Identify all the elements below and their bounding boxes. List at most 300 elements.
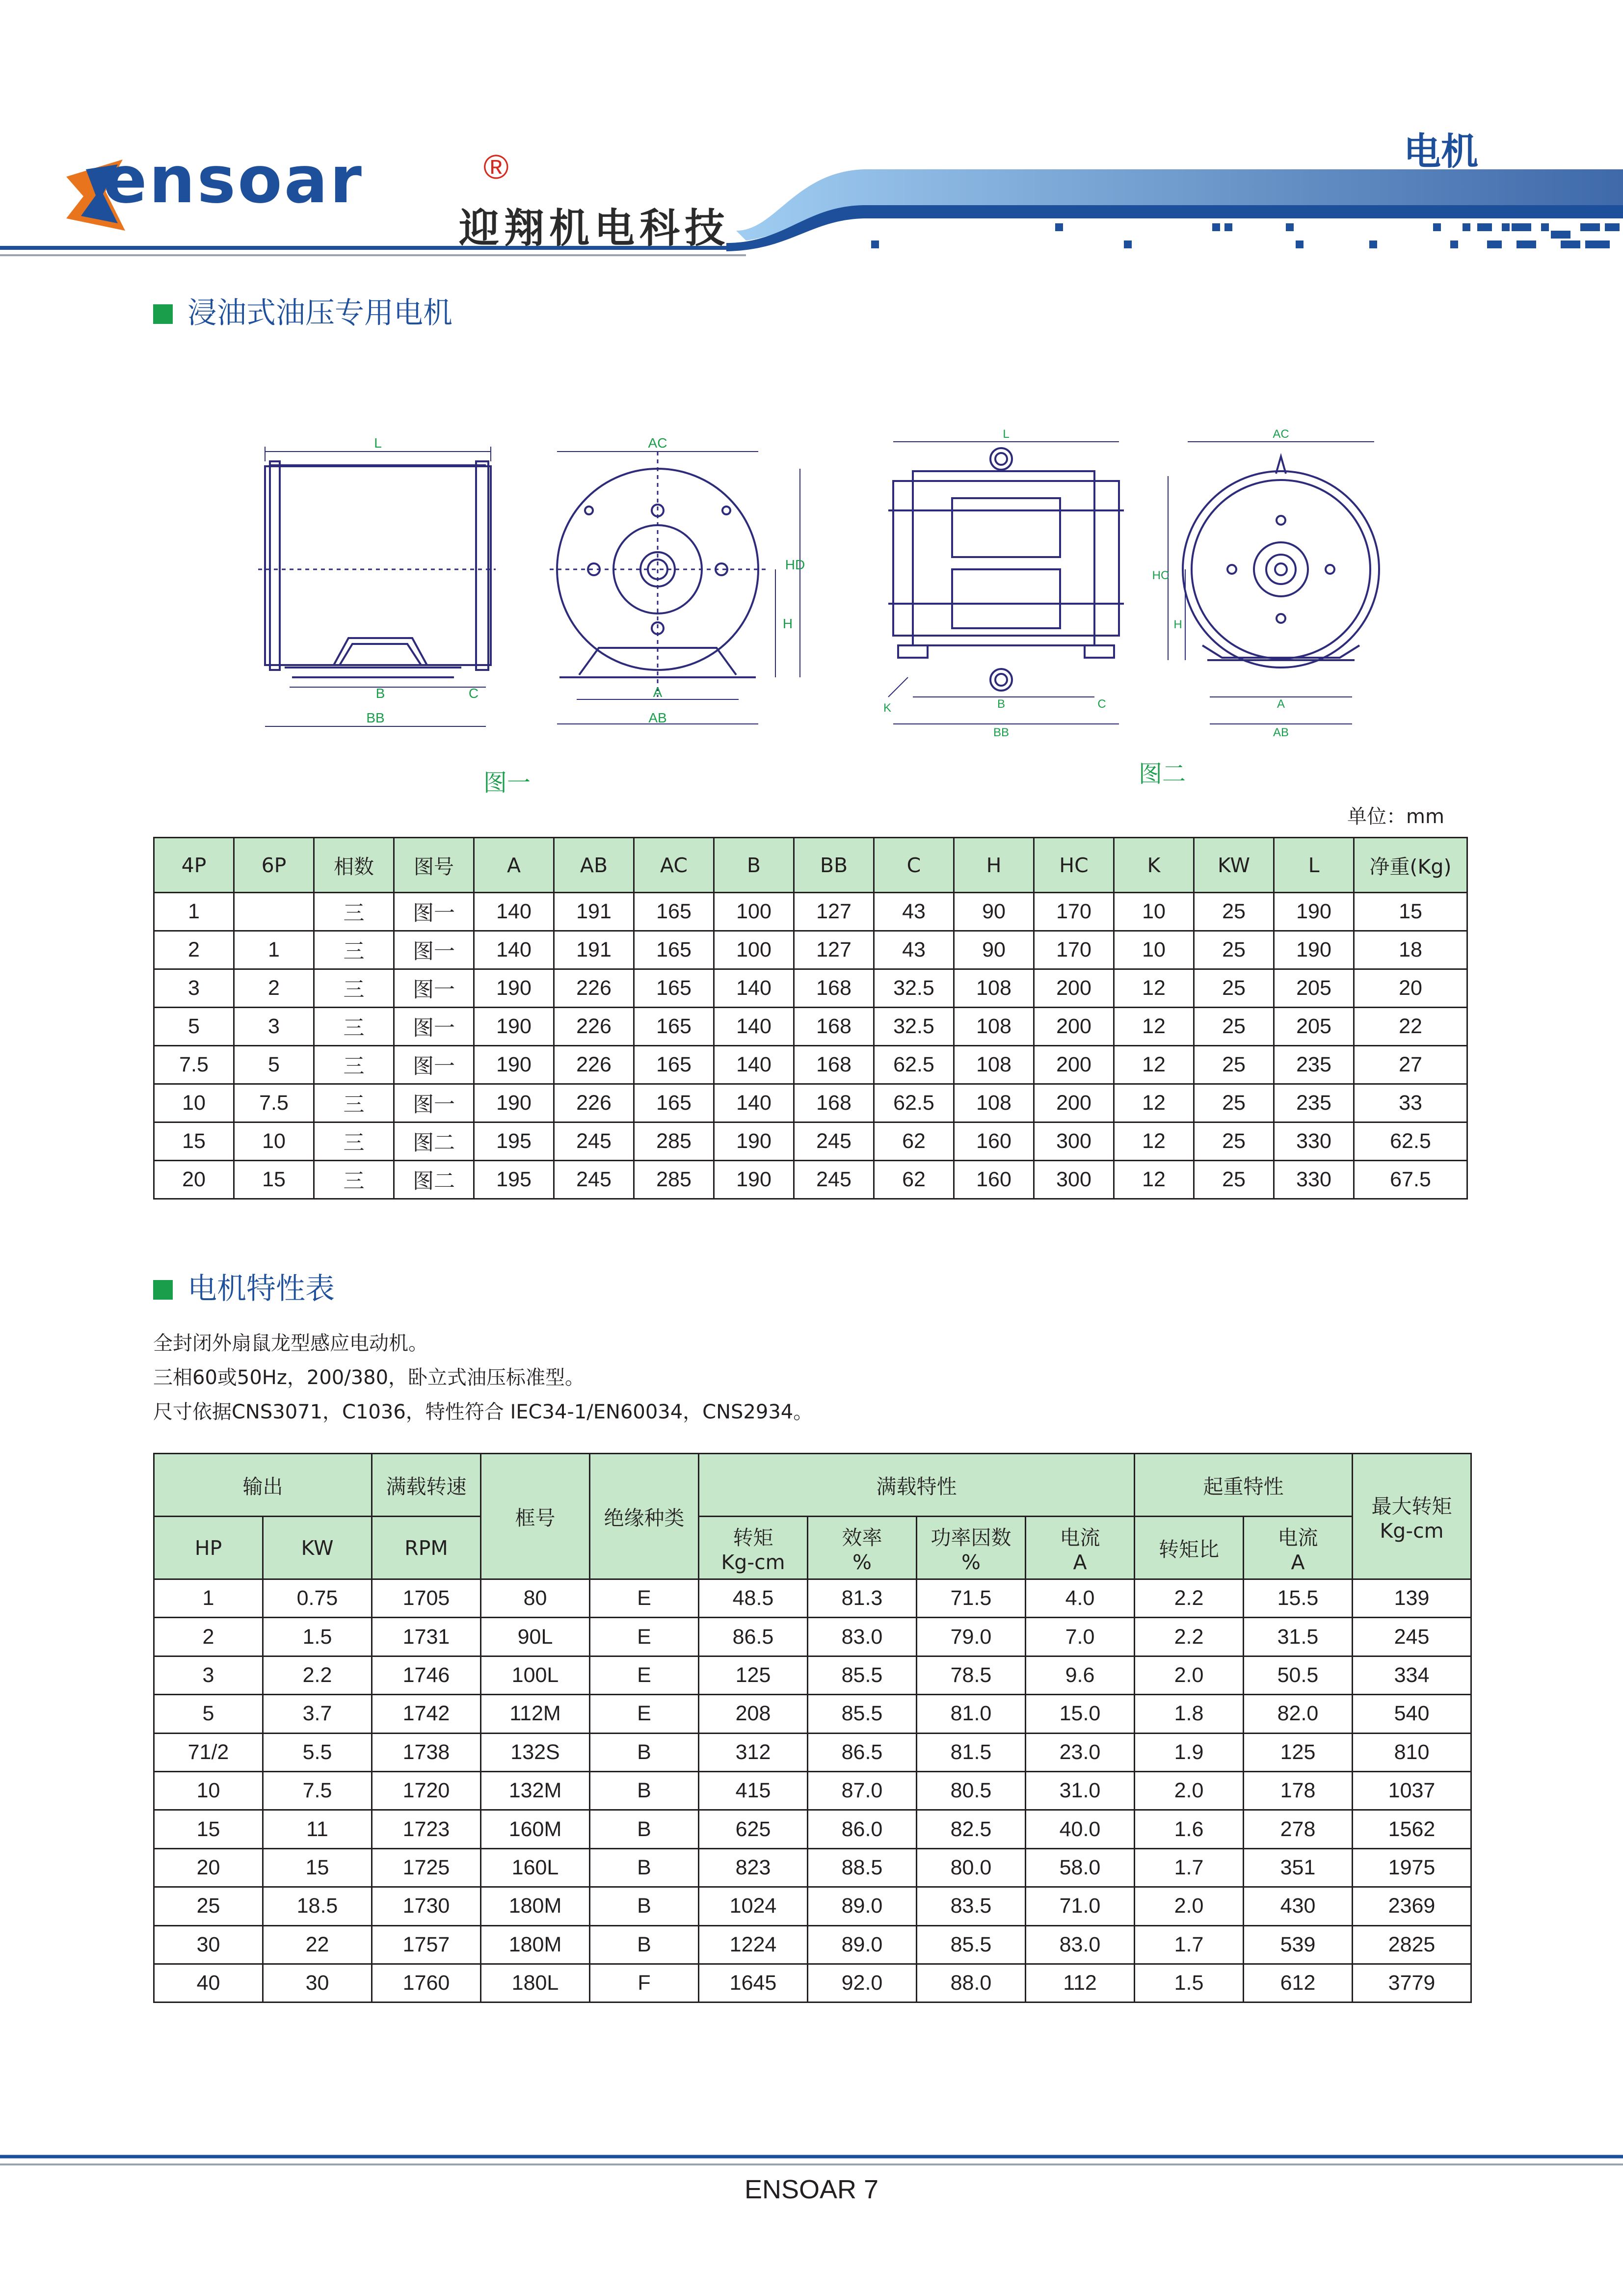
page-footer: ENSOAR 7 — [744, 2175, 879, 2204]
footer-rule — [0, 2155, 1623, 2169]
table2-row — [154, 1733, 1471, 1771]
table1-cell: 205 — [1274, 1008, 1354, 1046]
table1-header-cell: H — [954, 838, 1034, 893]
table1-cell: 3 — [154, 969, 234, 1008]
table2-cell: 351 — [1244, 1848, 1353, 1887]
table1-cell: 200 — [1034, 1046, 1114, 1084]
table2-cell: 1.6 — [1135, 1810, 1244, 1848]
table2-cell: 334 — [1353, 1656, 1471, 1694]
table1-cell: 108 — [954, 1046, 1034, 1084]
table2-cell: 20 — [154, 1848, 263, 1887]
table2-cell: 86.5 — [699, 1618, 808, 1656]
table1-cell: 170 — [1034, 893, 1114, 931]
table2-cell: 86.5 — [808, 1733, 917, 1771]
table1-header-cell: 相数 — [314, 838, 394, 893]
th-max-torque-unit: Kg-cm — [1380, 1519, 1444, 1543]
table2-cell: 1757 — [372, 1925, 481, 1964]
table1-cell: 190 — [474, 1046, 554, 1084]
table1-header-cell: AB — [554, 838, 634, 893]
table2-cell: 823 — [699, 1848, 808, 1887]
table2-cell: 31.0 — [1026, 1771, 1135, 1810]
table1-row — [154, 1122, 1467, 1161]
table2-cell: 2369 — [1353, 1887, 1471, 1925]
table2-cell: B — [590, 1771, 699, 1810]
table2-cell: 1.9 — [1135, 1733, 1244, 1771]
table1-cell: 226 — [554, 1008, 634, 1046]
table2-cell: E — [590, 1618, 699, 1656]
table2-cell: 7.0 — [1026, 1618, 1135, 1656]
table2-cell: 1.5 — [1135, 1964, 1244, 2002]
table1-cell: 140 — [714, 969, 794, 1008]
table2-cell: 90L — [481, 1618, 590, 1656]
table2-cell: 15 — [154, 1810, 263, 1848]
table1-cell: 三 — [314, 931, 394, 969]
table2-cell: F — [590, 1964, 699, 2002]
table1-cell: 140 — [474, 893, 554, 931]
table1-cell: 62.5 — [874, 1084, 954, 1122]
table1-header-cell: K — [1114, 838, 1194, 893]
table2-cell: 80.5 — [917, 1771, 1026, 1810]
table1-cell: 90 — [954, 893, 1034, 931]
table2-cell: 79.0 — [917, 1618, 1026, 1656]
table1-cell: 62.5 — [874, 1046, 954, 1084]
section1-title: 浸油式油压专用电机 — [187, 296, 452, 330]
figure1-drawing — [255, 422, 810, 736]
table2-cell: 15.0 — [1026, 1695, 1135, 1733]
table1-cell: 190 — [1274, 931, 1354, 969]
th-start-current — [1244, 1517, 1353, 1579]
table1-cell: 190 — [474, 969, 554, 1008]
table1-cell: 10 — [1114, 893, 1194, 931]
table1-cell: 22 — [1354, 1008, 1467, 1046]
table2-cell: 80 — [481, 1579, 590, 1618]
figure1-caption: 图一 — [483, 769, 531, 797]
table1-cell: 195 — [474, 1161, 554, 1199]
table1-cell: 165 — [634, 931, 714, 969]
table1-cell: 7.5 — [154, 1046, 234, 1084]
table1-cell: 43 — [874, 893, 954, 931]
table2-row — [154, 1848, 1471, 1887]
table1-cell: 200 — [1034, 1084, 1114, 1122]
table1-cell: 15 — [234, 1161, 314, 1199]
table1-header-cell: AC — [634, 838, 714, 893]
figure2-caption: 图二 — [1139, 760, 1186, 788]
table2-cell: 2.0 — [1135, 1887, 1244, 1925]
table2-cell: 160M — [481, 1810, 590, 1848]
table2-cell: 30 — [263, 1964, 372, 2002]
table1-cell: 300 — [1034, 1161, 1114, 1199]
table1-cell: 200 — [1034, 1008, 1114, 1046]
brand-logo-text: ensoar — [103, 142, 364, 218]
table1-cell: 5 — [154, 1008, 234, 1046]
table2-cell: 180L — [481, 1964, 590, 2002]
dim-BB: BB — [366, 710, 385, 725]
table2-cell: 1562 — [1353, 1810, 1471, 1848]
table2-cell: 2 — [154, 1618, 263, 1656]
table2-cell: B — [590, 1848, 699, 1887]
table2-cell: 4.0 — [1026, 1579, 1135, 1618]
table2-cell: 89.0 — [808, 1887, 917, 1925]
description-line-3: 尺寸依据CNS3071，C1036，特性符合 IEC34-1/EN60034，CNS2934。 — [153, 1401, 813, 1423]
th-power-factor-label: 功率因数 — [931, 1526, 1011, 1549]
table2-cell: 1705 — [372, 1579, 481, 1618]
table1-cell: 300 — [1034, 1122, 1114, 1161]
dimension-table — [153, 837, 1468, 1200]
table1-cell: 140 — [714, 1008, 794, 1046]
table1-cell: 127 — [794, 931, 874, 969]
table1-cell: 15 — [1354, 893, 1467, 931]
table2-cell: 82.5 — [917, 1810, 1026, 1848]
dim-AC: AC — [648, 435, 667, 451]
th-kw: KW — [263, 1517, 372, 1579]
table1-cell: 20 — [1354, 969, 1467, 1008]
table2-cell: 2.2 — [1135, 1618, 1244, 1656]
table1-cell: 190 — [714, 1161, 794, 1199]
table2-cell: 810 — [1353, 1733, 1471, 1771]
table1-cell: 三 — [314, 1161, 394, 1199]
table1-cell: 330 — [1274, 1161, 1354, 1199]
table1-cell: 三 — [314, 1122, 394, 1161]
th-efficiency-label: 效率 — [842, 1526, 882, 1549]
table2-cell: 132M — [481, 1771, 590, 1810]
table2-cell: 15 — [263, 1848, 372, 1887]
table1-cell: 三 — [314, 893, 394, 931]
th-torque — [699, 1517, 808, 1579]
th-current-unit: A — [1073, 1550, 1087, 1574]
table1-cell: 12 — [1114, 1161, 1194, 1199]
table2-row — [154, 1810, 1471, 1848]
table2-cell: 2.0 — [1135, 1771, 1244, 1810]
table1-cell: 100 — [714, 931, 794, 969]
pixel-decoration — [871, 223, 1620, 248]
table2-cell: 23.0 — [1026, 1733, 1135, 1771]
table2-row — [154, 1618, 1471, 1656]
th-speed: 满载转速 — [372, 1454, 481, 1517]
table1-cell: 10 — [154, 1084, 234, 1122]
table1-row — [154, 1008, 1467, 1046]
table1-cell: 285 — [634, 1122, 714, 1161]
table1-cell: 25 — [1194, 1161, 1274, 1199]
table2-cell: 1975 — [1353, 1848, 1471, 1887]
table2-cell: 25 — [154, 1887, 263, 1925]
table2-cell: 132S — [481, 1733, 590, 1771]
table2-cell: 83.0 — [808, 1618, 917, 1656]
table2-row — [154, 1887, 1471, 1925]
table1-cell: 25 — [1194, 969, 1274, 1008]
table2-cell: 87.0 — [808, 1771, 917, 1810]
table1-cell: 25 — [1194, 1084, 1274, 1122]
table2-row — [154, 1656, 1471, 1694]
table2-cell: 1730 — [372, 1887, 481, 1925]
table2-cell: 2.0 — [1135, 1656, 1244, 1694]
table1-cell: 226 — [554, 1046, 634, 1084]
description-line-2: 三相60或50Hz，200/380，卧立式油压标准型。 — [153, 1366, 585, 1389]
table2-cell: B — [590, 1925, 699, 1964]
table1-cell: 191 — [554, 931, 634, 969]
section1-heading — [153, 290, 452, 332]
table1-cell: 195 — [474, 1122, 554, 1161]
table1-cell: 25 — [1194, 1122, 1274, 1161]
table2-cell: 3 — [154, 1656, 263, 1694]
table2-cell: 1.5 — [263, 1618, 372, 1656]
table1-cell: 140 — [714, 1046, 794, 1084]
dim2-K: K — [883, 701, 892, 715]
table1-cell: 108 — [954, 1084, 1034, 1122]
table1-cell: 168 — [794, 1046, 874, 1084]
table2-cell: 1760 — [372, 1964, 481, 2002]
table2-cell: 30 — [154, 1925, 263, 1964]
table1-cell: 226 — [554, 969, 634, 1008]
table1-header-cell: L — [1274, 838, 1354, 893]
table1-cell: 190 — [714, 1122, 794, 1161]
table2-cell: 178 — [1244, 1771, 1353, 1810]
table2-cell: 139 — [1353, 1579, 1471, 1618]
table1-header-cell: BB — [794, 838, 874, 893]
table2-row — [154, 1964, 1471, 2002]
table1-cell: 图一 — [394, 1046, 474, 1084]
table1-cell: 3 — [234, 1008, 314, 1046]
th-start-current-unit: A — [1291, 1550, 1305, 1574]
table2-cell: 539 — [1244, 1925, 1353, 1964]
section-bullet-icon — [153, 1280, 173, 1300]
table1-cell: 5 — [234, 1046, 314, 1084]
table1-cell: 90 — [954, 931, 1034, 969]
table2-cell: 81.0 — [917, 1695, 1026, 1733]
section2-title: 电机特性表 — [187, 1272, 335, 1306]
table1-cell: 32.5 — [874, 969, 954, 1008]
table2-cell: B — [590, 1887, 699, 1925]
dim-C: C — [468, 686, 479, 701]
category-title: 电机 — [1404, 130, 1478, 173]
table1-cell: 165 — [634, 1084, 714, 1122]
table2-cell: 1.8 — [1135, 1695, 1244, 1733]
table2-cell: 1723 — [372, 1810, 481, 1848]
table2-cell: 86.0 — [808, 1810, 917, 1848]
table1-cell: 10 — [234, 1122, 314, 1161]
table1-cell: 12 — [1114, 1084, 1194, 1122]
table1-cell: 图二 — [394, 1161, 474, 1199]
table2-cell: 5 — [154, 1695, 263, 1733]
table1-cell: 245 — [554, 1122, 634, 1161]
th-torque-label: 转矩 — [733, 1526, 773, 1549]
table2-cell: 40 — [154, 1964, 263, 2002]
table2-cell: 180M — [481, 1887, 590, 1925]
table1-cell: 三 — [314, 969, 394, 1008]
table1-cell: 图一 — [394, 931, 474, 969]
dim2-A: A — [1277, 697, 1285, 711]
table2-cell: 3779 — [1353, 1964, 1471, 2002]
table2-cell: 112 — [1026, 1964, 1135, 2002]
table2-cell: 1720 — [372, 1771, 481, 1810]
table1-row — [154, 893, 1467, 931]
table2-cell: 11 — [263, 1810, 372, 1848]
table2-cell: 1742 — [372, 1695, 481, 1733]
table2-cell: 1024 — [699, 1887, 808, 1925]
table1-header-cell: 图号 — [394, 838, 474, 893]
th-current — [1026, 1517, 1135, 1579]
table1-cell: 170 — [1034, 931, 1114, 969]
table2-cell: 2.2 — [263, 1656, 372, 1694]
table2-cell: 71.5 — [917, 1579, 1026, 1618]
table2-cell: 625 — [699, 1810, 808, 1848]
table1-cell: 18 — [1354, 931, 1467, 969]
table2-cell: 92.0 — [808, 1964, 917, 2002]
table1-row — [154, 1046, 1467, 1084]
table1-cell: 226 — [554, 1084, 634, 1122]
table2-cell: 58.0 — [1026, 1848, 1135, 1887]
dim-L: L — [374, 435, 382, 451]
table1-cell — [234, 893, 314, 931]
table1-cell: 20 — [154, 1161, 234, 1199]
table2-cell: 1731 — [372, 1618, 481, 1656]
unit-label: 单位：mm — [1347, 805, 1444, 828]
table1-cell: 245 — [794, 1122, 874, 1161]
th-starting: 起重特性 — [1135, 1454, 1353, 1517]
table1-cell: 191 — [554, 893, 634, 931]
table2-cell: 3.7 — [263, 1695, 372, 1733]
table1-header-cell: HC — [1034, 838, 1114, 893]
table1-header-cell: B — [714, 838, 794, 893]
table2-cell: 22 — [263, 1925, 372, 1964]
table2-row — [154, 1695, 1471, 1733]
table2-cell: 208 — [699, 1695, 808, 1733]
table2-cell: 48.5 — [699, 1579, 808, 1618]
table2-cell: 1738 — [372, 1733, 481, 1771]
table2-cell: 180M — [481, 1925, 590, 1964]
table1-cell: 12 — [1114, 969, 1194, 1008]
table1-cell: 1 — [234, 931, 314, 969]
table1-cell: 62 — [874, 1122, 954, 1161]
table1-cell: 三 — [314, 1084, 394, 1122]
table1-cell: 245 — [794, 1161, 874, 1199]
table1-cell: 205 — [1274, 969, 1354, 1008]
dim2-AC: AC — [1273, 427, 1289, 441]
table1-cell: 2 — [234, 969, 314, 1008]
th-hp: HP — [154, 1517, 263, 1579]
table1-cell: 三 — [314, 1008, 394, 1046]
table1-cell: 168 — [794, 1084, 874, 1122]
th-max-torque — [1353, 1454, 1471, 1579]
table2-cell: 83.0 — [1026, 1925, 1135, 1964]
table2-cell: 71/2 — [154, 1733, 263, 1771]
table1-cell: 165 — [634, 1046, 714, 1084]
table1-cell: 330 — [1274, 1122, 1354, 1161]
table2-cell: 18.5 — [263, 1887, 372, 1925]
table1-cell: 190 — [474, 1084, 554, 1122]
table2-cell: 1.7 — [1135, 1925, 1244, 1964]
table2-cell: 415 — [699, 1771, 808, 1810]
table2-cell: 88.5 — [808, 1848, 917, 1887]
table2-cell: 71.0 — [1026, 1887, 1135, 1925]
th-current-label: 电流 — [1060, 1526, 1100, 1549]
table1-cell: 27 — [1354, 1046, 1467, 1084]
table1-cell: 25 — [1194, 931, 1274, 969]
dim-H: H — [782, 616, 793, 631]
table1-cell: 100 — [714, 893, 794, 931]
table2-cell: 89.0 — [808, 1925, 917, 1964]
table2-cell: 50.5 — [1244, 1656, 1353, 1694]
table1-cell: 245 — [554, 1161, 634, 1199]
table2-cell: 125 — [699, 1656, 808, 1694]
table2-cell: 7.5 — [263, 1771, 372, 1810]
table2-row — [154, 1925, 1471, 1964]
table1-header-cell: 4P — [154, 838, 234, 893]
table2-cell: 1746 — [372, 1656, 481, 1694]
table2-cell: 0.75 — [263, 1579, 372, 1618]
table1-cell: 33 — [1354, 1084, 1467, 1122]
th-frame: 框号 — [481, 1454, 590, 1579]
table1-cell: 1 — [154, 893, 234, 931]
table1-row — [154, 1161, 1467, 1199]
table1-row — [154, 931, 1467, 969]
table2-cell: 81.5 — [917, 1733, 1026, 1771]
table2-row — [154, 1579, 1471, 1618]
table1-cell: 165 — [634, 893, 714, 931]
table1-cell: 190 — [1274, 893, 1354, 931]
table2-cell: 10 — [154, 1771, 263, 1810]
table1-cell: 285 — [634, 1161, 714, 1199]
table1-cell: 图一 — [394, 969, 474, 1008]
characteristics-table — [153, 1453, 1472, 2003]
table1-cell: 235 — [1274, 1046, 1354, 1084]
table2-cell: 81.3 — [808, 1579, 917, 1618]
table1-cell: 2 — [154, 931, 234, 969]
table1-cell: 25 — [1194, 1008, 1274, 1046]
table2-cell: 78.5 — [917, 1656, 1026, 1694]
table2-cell: 1 — [154, 1579, 263, 1618]
table2-row — [154, 1771, 1471, 1810]
table1-cell: 12 — [1114, 1046, 1194, 1084]
table2-cell: 125 — [1244, 1733, 1353, 1771]
dim2-C: C — [1097, 697, 1106, 711]
dim2-L: L — [1003, 427, 1010, 441]
table2-cell: 100L — [481, 1656, 590, 1694]
table1-cell: 168 — [794, 969, 874, 1008]
table2-cell: 83.5 — [917, 1887, 1026, 1925]
th-power-factor-unit: % — [961, 1550, 981, 1574]
table1-cell: 140 — [474, 931, 554, 969]
table1-cell: 43 — [874, 931, 954, 969]
th-efficiency-unit: % — [852, 1550, 872, 1574]
table2-cell: 80.0 — [917, 1848, 1026, 1887]
table2-cell: 85.5 — [808, 1695, 917, 1733]
table2-cell: E — [590, 1656, 699, 1694]
table2-cell: 245 — [1353, 1618, 1471, 1656]
table2-cell: 85.5 — [808, 1656, 917, 1694]
table1-cell: 140 — [714, 1084, 794, 1122]
th-start-current-label: 电流 — [1277, 1526, 1318, 1549]
th-torque-unit: Kg-cm — [721, 1550, 785, 1574]
dim2-B: B — [997, 697, 1006, 711]
table1-cell: 108 — [954, 969, 1034, 1008]
table1-cell: 160 — [954, 1161, 1034, 1199]
dim2-BB: BB — [993, 726, 1010, 736]
table1-header-cell: 6P — [234, 838, 314, 893]
th-insulation: 绝缘种类 — [590, 1454, 699, 1579]
table1-cell: 12 — [1114, 1008, 1194, 1046]
table1-header-cell: A — [474, 838, 554, 893]
table1-cell: 12 — [1114, 1122, 1194, 1161]
table2-cell: 312 — [699, 1733, 808, 1771]
th-max-torque-label: 最大转矩 — [1371, 1495, 1452, 1518]
table2-cell: E — [590, 1579, 699, 1618]
table1-cell: 168 — [794, 1008, 874, 1046]
table1-cell: 127 — [794, 893, 874, 931]
dim-AB: AB — [648, 710, 667, 725]
table1-row — [154, 1084, 1467, 1122]
table1-cell: 165 — [634, 969, 714, 1008]
table2-cell: 85.5 — [917, 1925, 1026, 1964]
